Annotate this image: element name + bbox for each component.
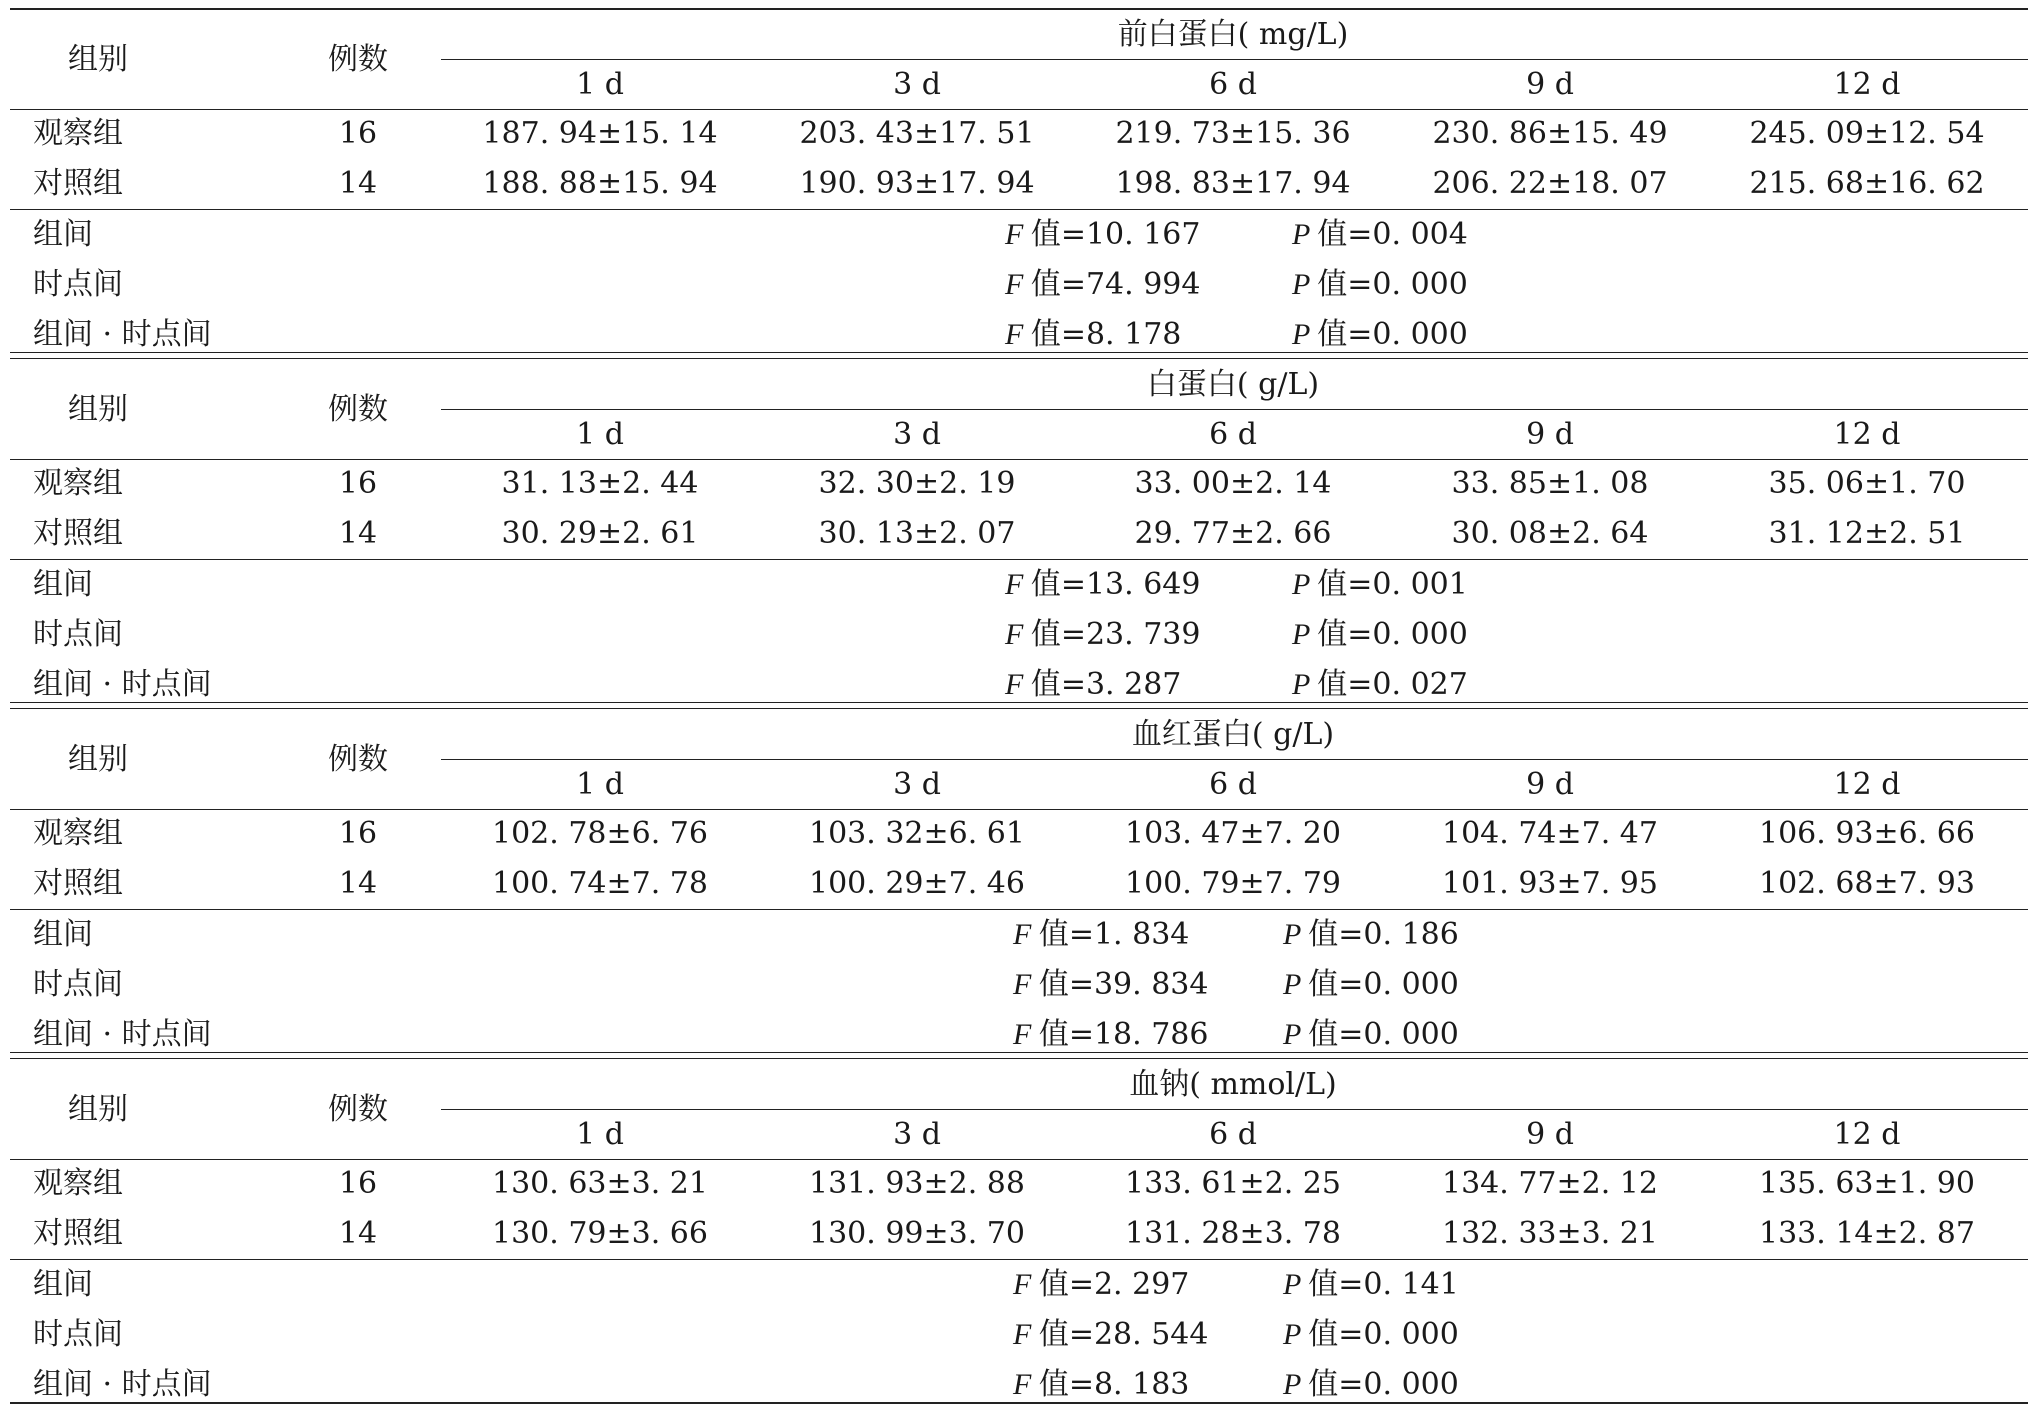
- p-statistic: [1283, 960, 1459, 1010]
- column-header-day: 6 d: [1209, 1117, 1257, 1152]
- column-header-day: 1 d: [576, 417, 624, 452]
- p-symbol: P: [1283, 1018, 1309, 1051]
- data-cell: 35. 06±1. 70: [1768, 466, 1966, 501]
- section-title: 血钠( mmol/L): [1129, 1067, 1337, 1102]
- f-value: 值=2. 297: [1038, 1267, 1190, 1302]
- p-symbol: P: [1283, 1268, 1309, 1301]
- p-value: 值=0. 000: [1308, 1017, 1459, 1052]
- data-cell: 219. 73±15. 36: [1115, 116, 1351, 151]
- row-count: 14: [338, 516, 378, 551]
- data-cell: 106. 93±6. 66: [1759, 816, 1975, 851]
- data-cell: 32. 30±2. 19: [818, 466, 1016, 501]
- p-value: 值=0. 001: [1317, 567, 1468, 602]
- data-cell: 133. 14±2. 87: [1759, 1216, 1975, 1251]
- f-statistic: [1005, 610, 1200, 660]
- stat-label: 时点间: [33, 267, 123, 302]
- section-double-rule: [10, 358, 2028, 359]
- p-value: 值=0. 004: [1317, 217, 1468, 252]
- p-symbol: P: [1292, 268, 1318, 301]
- data-cell: 33. 85±1. 08: [1451, 466, 1649, 501]
- p-value: 值=0. 186: [1308, 917, 1459, 952]
- table-section: [0, 350, 2032, 700]
- f-symbol: F: [1005, 268, 1031, 301]
- data-cell: 31. 13±2. 44: [501, 466, 699, 501]
- data-cell: 133. 61±2. 25: [1125, 1166, 1341, 1201]
- p-symbol: P: [1283, 1318, 1309, 1351]
- column-header-group: 组别: [68, 42, 128, 77]
- section-double-rule: [10, 702, 2028, 703]
- p-symbol: P: [1292, 668, 1318, 701]
- p-statistic: [1292, 610, 1468, 660]
- f-symbol: F: [1005, 318, 1031, 351]
- stat-label: 组间: [33, 917, 93, 952]
- column-header-day: 3 d: [893, 417, 941, 452]
- stat-label: 组间 · 时点间: [33, 317, 212, 352]
- column-header-day: 12 d: [1833, 417, 1901, 452]
- bottom-rule: [10, 1402, 2028, 1404]
- column-header-day: 6 d: [1209, 417, 1257, 452]
- data-cell: 100. 29±7. 46: [809, 866, 1025, 901]
- p-value: 值=0. 000: [1308, 1367, 1459, 1402]
- p-symbol: P: [1292, 218, 1318, 251]
- f-value: 值=10. 167: [1030, 217, 1201, 252]
- row-count: 16: [338, 816, 378, 851]
- section-double-rule: [10, 1052, 2028, 1053]
- p-symbol: P: [1292, 618, 1318, 651]
- column-header-day: 3 d: [893, 767, 941, 802]
- column-header-count: 例数: [328, 1092, 388, 1127]
- row-group-label: 观察组: [33, 1166, 123, 1201]
- row-group-label: 观察组: [33, 816, 123, 851]
- data-cell: 102. 78±6. 76: [492, 816, 708, 851]
- p-statistic: [1283, 1260, 1459, 1310]
- f-symbol: F: [1005, 618, 1031, 651]
- data-cell: 206. 22±18. 07: [1432, 166, 1668, 201]
- data-cell: 230. 86±15. 49: [1432, 116, 1668, 151]
- table-section: [0, 700, 2032, 1050]
- f-value: 值=74. 994: [1030, 267, 1201, 302]
- row-group-label: 对照组: [33, 166, 123, 201]
- f-symbol: F: [1005, 568, 1031, 601]
- p-statistic: [1292, 260, 1468, 310]
- data-cell: 131. 93±2. 88: [809, 1166, 1025, 1201]
- p-symbol: P: [1283, 1368, 1309, 1401]
- data-cell: 103. 47±7. 20: [1125, 816, 1341, 851]
- f-value: 值=13. 649: [1030, 567, 1201, 602]
- f-value: 值=3. 287: [1030, 667, 1182, 702]
- f-statistic: [1013, 960, 1208, 1010]
- data-cell: 132. 33±3. 21: [1442, 1216, 1658, 1251]
- data-cell: 102. 68±7. 93: [1759, 866, 1975, 901]
- column-header-day: 1 d: [576, 67, 624, 102]
- f-symbol: F: [1013, 1318, 1039, 1351]
- header-rule: [10, 459, 2028, 460]
- column-header-day: 9 d: [1526, 1117, 1574, 1152]
- data-cell: 31. 12±2. 51: [1768, 516, 1966, 551]
- stat-label: 组间: [33, 217, 93, 252]
- column-header-day: 9 d: [1526, 767, 1574, 802]
- p-statistic: [1283, 1310, 1459, 1360]
- section-double-rule: [10, 708, 2028, 709]
- data-cell: 135. 63±1. 90: [1759, 1166, 1975, 1201]
- f-symbol: F: [1005, 218, 1031, 251]
- section-title: 血红蛋白( g/L): [1131, 717, 1335, 752]
- data-cell: 103. 32±6. 61: [809, 816, 1025, 851]
- p-symbol: P: [1283, 918, 1309, 951]
- data-cell: 30. 29±2. 61: [501, 516, 699, 551]
- column-header-day: 9 d: [1526, 417, 1574, 452]
- data-cell: 188. 88±15. 94: [482, 166, 718, 201]
- f-statistic: [1013, 1260, 1189, 1310]
- top-rule: [10, 8, 2028, 10]
- p-symbol: P: [1292, 318, 1318, 351]
- stat-label: 组间 · 时点间: [33, 1017, 212, 1052]
- data-cell: 33. 00±2. 14: [1134, 466, 1332, 501]
- column-header-day: 6 d: [1209, 767, 1257, 802]
- f-symbol: F: [1013, 918, 1039, 951]
- f-symbol: F: [1013, 968, 1039, 1001]
- f-symbol: F: [1013, 1368, 1039, 1401]
- row-group-label: 对照组: [33, 1216, 123, 1251]
- stat-label: 时点间: [33, 1317, 123, 1352]
- p-value: 值=0. 000: [1317, 317, 1468, 352]
- data-cell: 187. 94±15. 14: [482, 116, 718, 151]
- p-value: 值=0. 141: [1308, 1267, 1459, 1302]
- f-value: 值=1. 834: [1038, 917, 1190, 952]
- column-header-group: 组别: [68, 1092, 128, 1127]
- p-statistic: [1283, 910, 1459, 960]
- stat-label: 时点间: [33, 967, 123, 1002]
- table-section: [0, 1050, 2032, 1400]
- data-cell: 104. 74±7. 47: [1442, 816, 1658, 851]
- data-cell: 29. 77±2. 66: [1134, 516, 1332, 551]
- column-header-count: 例数: [328, 42, 388, 77]
- p-value: 值=0. 000: [1308, 1317, 1459, 1352]
- section-double-rule: [10, 352, 2028, 353]
- f-value: 值=39. 834: [1038, 967, 1209, 1002]
- f-value: 值=8. 183: [1038, 1367, 1190, 1402]
- column-header-day: 1 d: [576, 1117, 624, 1152]
- data-cell: 245. 09±12. 54: [1749, 116, 1985, 151]
- row-count: 14: [338, 1216, 378, 1251]
- data-cell: 100. 79±7. 79: [1125, 866, 1341, 901]
- f-value: 值=23. 739: [1030, 617, 1201, 652]
- data-cell: 101. 93±7. 95: [1442, 866, 1658, 901]
- stat-label: 时点间: [33, 617, 123, 652]
- data-cell: 130. 63±3. 21: [492, 1166, 708, 1201]
- f-symbol: F: [1005, 668, 1031, 701]
- column-header-count: 例数: [328, 742, 388, 777]
- row-count: 16: [338, 1166, 378, 1201]
- data-cell: 130. 99±3. 70: [809, 1216, 1025, 1251]
- f-value: 值=28. 544: [1038, 1317, 1209, 1352]
- p-value: 值=0. 027: [1317, 667, 1468, 702]
- row-count: 14: [338, 866, 378, 901]
- stat-label: 组间: [33, 1267, 93, 1302]
- column-header-day: 12 d: [1833, 1117, 1901, 1152]
- column-header-day: 12 d: [1833, 67, 1901, 102]
- f-statistic: [1013, 1310, 1208, 1360]
- row-group-label: 对照组: [33, 516, 123, 551]
- column-header-group: 组别: [68, 742, 128, 777]
- f-value: 值=18. 786: [1038, 1017, 1209, 1052]
- stat-label: 组间 · 时点间: [33, 667, 212, 702]
- f-statistic: [1005, 260, 1200, 310]
- stat-label: 组间: [33, 567, 93, 602]
- data-cell: 215. 68±16. 62: [1749, 166, 1985, 201]
- column-header-day: 3 d: [893, 1117, 941, 1152]
- column-header-day: 6 d: [1209, 67, 1257, 102]
- data-cell: 30. 13±2. 07: [818, 516, 1016, 551]
- section-title: 前白蛋白( mg/L): [1117, 17, 1349, 52]
- row-count: 14: [338, 166, 378, 201]
- column-header-day: 1 d: [576, 767, 624, 802]
- row-group-label: 对照组: [33, 866, 123, 901]
- p-statistic: [1292, 560, 1468, 610]
- data-cell: 30. 08±2. 64: [1451, 516, 1649, 551]
- row-group-label: 观察组: [33, 116, 123, 151]
- row-count: 16: [338, 466, 378, 501]
- stat-label: 组间 · 时点间: [33, 1367, 212, 1402]
- column-header-day: 3 d: [893, 67, 941, 102]
- data-cell: 131. 28±3. 78: [1125, 1216, 1341, 1251]
- f-symbol: F: [1013, 1018, 1039, 1051]
- data-cell: 100. 74±7. 78: [492, 866, 708, 901]
- data-cell: 203. 43±17. 51: [799, 116, 1035, 151]
- f-statistic: [1005, 560, 1200, 610]
- row-group-label: 观察组: [33, 466, 123, 501]
- column-header-group: 组别: [68, 392, 128, 427]
- p-symbol: P: [1292, 568, 1318, 601]
- table-section: [0, 0, 2032, 350]
- p-symbol: P: [1283, 968, 1309, 1001]
- column-header-day: 9 d: [1526, 67, 1574, 102]
- p-statistic: [1292, 210, 1468, 260]
- section-double-rule: [10, 1058, 2028, 1059]
- row-count: 16: [338, 116, 378, 151]
- data-cell: 134. 77±2. 12: [1442, 1166, 1658, 1201]
- p-value: 值=0. 000: [1317, 267, 1468, 302]
- f-statistic: [1013, 910, 1189, 960]
- section-title: 白蛋白( g/L): [1146, 367, 1320, 402]
- f-symbol: F: [1013, 1268, 1039, 1301]
- column-header-count: 例数: [328, 392, 388, 427]
- data-cell: 130. 79±3. 66: [492, 1216, 708, 1251]
- f-value: 值=8. 178: [1030, 317, 1182, 352]
- f-statistic: [1005, 210, 1200, 260]
- p-value: 值=0. 000: [1317, 617, 1468, 652]
- data-cell: 190. 93±17. 94: [799, 166, 1035, 201]
- column-header-day: 12 d: [1833, 767, 1901, 802]
- data-cell: 198. 83±17. 94: [1115, 166, 1351, 201]
- p-value: 值=0. 000: [1308, 967, 1459, 1002]
